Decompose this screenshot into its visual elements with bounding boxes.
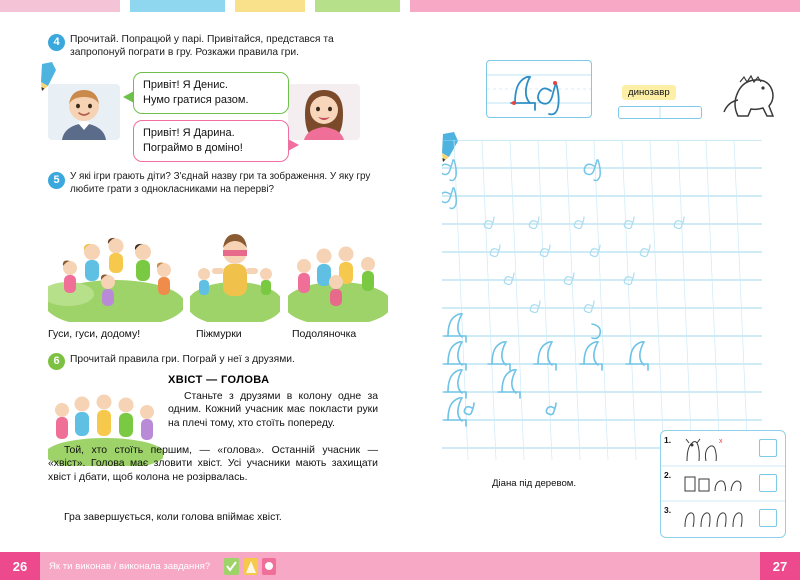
story-paragraph-3: Гра завершується, коли голова впіймає хвіст.: [64, 512, 282, 523]
illustration-hide-and-seek-game: [190, 208, 280, 322]
right-page: [400, 12, 800, 580]
self-assessment-icons: [222, 555, 278, 577]
illustration-geese-game: [48, 208, 183, 322]
exercise-number-4: 4: [48, 34, 65, 51]
page-number-right: 27: [760, 552, 800, 580]
task-checkbox-1[interactable]: [759, 439, 777, 457]
svg-text:x: x: [719, 438, 723, 445]
speech-line: Привіт! Я Дарина.: [143, 127, 235, 139]
girl-photo: [288, 84, 360, 140]
speech-bubble-girl: [133, 120, 289, 162]
footer-question: Як ти виконав / виконала завдання?: [49, 560, 211, 572]
game-caption-2: Піжмурки: [196, 328, 242, 340]
story-paragraph-2: Той, хто стоїть першим, — «голова». Останній учасник — «хвіст». Голова має зловити хвіст. Усі учасники мають захищати хвіст і дбати, щоб колона не розірвалась.: [48, 445, 378, 483]
matching-task-panel: [660, 430, 786, 538]
word-label-dinosaur: динозавр: [622, 85, 676, 100]
story-paragraph-1: Станьте з друзями в колону одне за одним. Кожний учасник має покласти руки на плечі тому, хто стоїть попереду.: [168, 391, 378, 429]
word-writing-slot: [618, 106, 702, 119]
topbar-segment: [400, 0, 410, 12]
task-row-number-1: 1.: [664, 435, 672, 445]
topbar-segment: [235, 0, 305, 12]
story-title: ХВІСТ — ГОЛОВА: [168, 374, 270, 386]
topbar-segment: [120, 0, 130, 12]
speech-bubble-boy: [133, 72, 289, 114]
speech-line: Нумо гратися разом.: [143, 94, 249, 106]
speech-line: Привіт! Я Денис.: [143, 79, 228, 91]
left-page: [0, 12, 400, 580]
task-checkbox-2[interactable]: [759, 474, 777, 492]
game-caption-3: Подоляночка: [292, 328, 357, 340]
dinosaur-illustration: [718, 60, 784, 126]
decorative-top-bar: [0, 0, 800, 12]
exercise-6-instruction: Прочитай правила гри. Пограй у неї з друзями.: [70, 354, 295, 365]
task-row-number-2: 2.: [664, 470, 672, 480]
topbar-segment: [410, 0, 800, 12]
sentence-prompt: Діана під деревом.: [492, 478, 577, 489]
task-checkbox-3[interactable]: [759, 509, 777, 527]
topbar-segment: [0, 0, 120, 12]
task-row-number-3: 3.: [664, 505, 672, 515]
boy-photo: [48, 84, 120, 140]
exercise-number-5: 5: [48, 172, 65, 189]
handwriting-practice-grid: [442, 140, 762, 460]
topbar-segment: [305, 0, 315, 12]
page-number-left: 26: [0, 552, 40, 580]
topbar-segment: [225, 0, 235, 12]
exercise-4-instruction: Прочитай. Попрацюй у парі. Привітайся, представся та запропонуй пограти в гру. Розкажи правила гри.: [70, 34, 334, 58]
left-page-footer: [0, 552, 400, 580]
exercise-number-6: 6: [48, 353, 65, 370]
topbar-segment: [315, 0, 400, 12]
game-caption-1: Гуси, гуси, додому!: [48, 328, 141, 340]
topbar-segment: [130, 0, 225, 12]
exercise-5-instruction: У які ігри грають діти? З'єднай назву гри та зображення. У яку гру любите грати з однокласниками на перерві?: [70, 171, 371, 195]
letter-card: [486, 60, 592, 118]
speech-line: Пограймо в доміно!: [143, 142, 243, 154]
illustration-podolianochka-game: [288, 208, 388, 322]
right-page-footer: [400, 552, 800, 580]
